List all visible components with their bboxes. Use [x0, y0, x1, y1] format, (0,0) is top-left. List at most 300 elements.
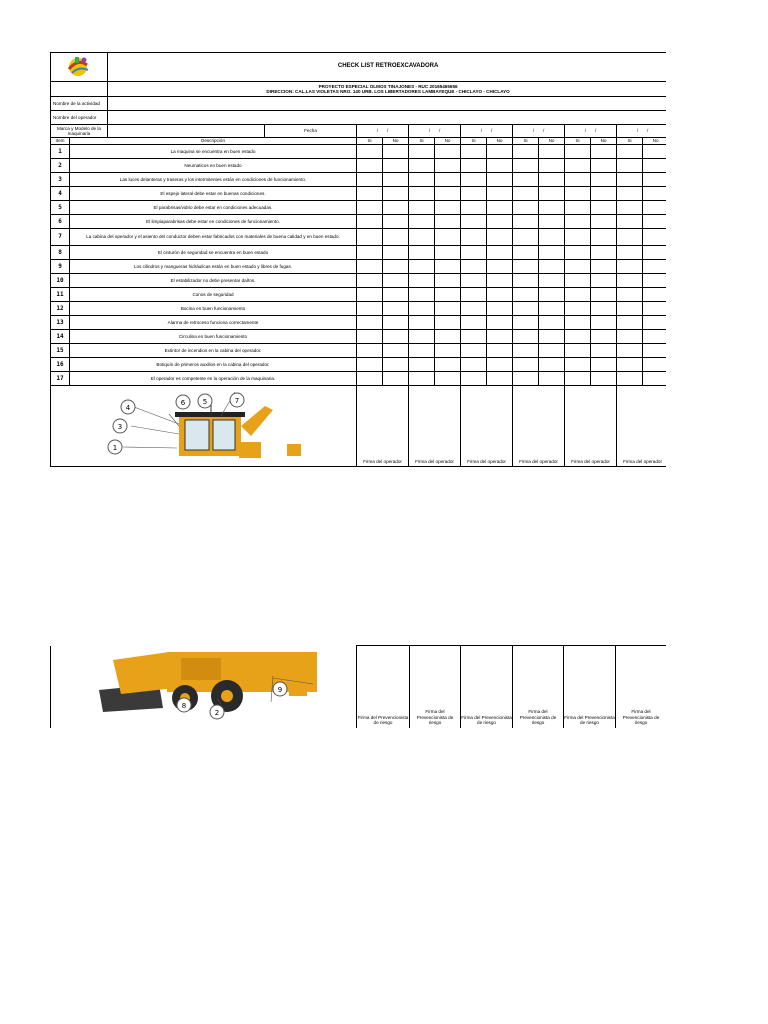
checklist-row — [51, 246, 667, 260]
no-checkbox-cell[interactable] — [643, 145, 667, 159]
si-checkbox-cell[interactable] — [617, 274, 643, 288]
no-checkbox-cell[interactable] — [539, 145, 565, 159]
checklist-items — [51, 145, 667, 386]
si-checkbox-cell[interactable] — [565, 316, 591, 330]
item-number: 16 — [51, 358, 70, 372]
item-description: Alarma de retroceso funciona correctamente — [70, 316, 357, 330]
no-checkbox-cell[interactable] — [383, 159, 409, 173]
no-checkbox-cell[interactable] — [487, 159, 513, 173]
no-checkbox-cell[interactable] — [591, 316, 617, 330]
no-checkbox-cell[interactable] — [539, 159, 565, 173]
si-checkbox-cell[interactable] — [565, 302, 591, 316]
si-checkbox-cell[interactable] — [461, 246, 487, 260]
no-checkbox-cell[interactable] — [539, 274, 565, 288]
operator-signature-3[interactable]: Firma del operador — [461, 386, 513, 467]
no-checkbox-cell[interactable] — [383, 302, 409, 316]
item-description: El espejo lateral debe estar en buenas condiciones. — [70, 187, 357, 201]
item-description: La maquina se encuentra en buen estado — [70, 145, 357, 159]
operator-signature-6[interactable]: Firma del operador — [617, 386, 667, 467]
si-checkbox-cell[interactable] — [617, 215, 643, 229]
no-checkbox-cell[interactable] — [591, 274, 617, 288]
no-checkbox-cell[interactable] — [643, 260, 667, 274]
item-description: El estabilizador no debe presentar daños. — [70, 274, 357, 288]
no-checkbox-cell[interactable] — [435, 358, 461, 372]
no-checkbox-cell[interactable] — [383, 372, 409, 386]
no-checkbox-cell[interactable] — [487, 173, 513, 187]
si-checkbox-cell[interactable] — [461, 187, 487, 201]
no-checkbox-cell[interactable] — [643, 316, 667, 330]
item-number: 2 — [51, 159, 70, 173]
no-checkbox-cell[interactable] — [487, 302, 513, 316]
no-checkbox-cell[interactable] — [435, 187, 461, 201]
si-checkbox-cell[interactable] — [357, 344, 383, 358]
si-checkbox-cell[interactable] — [461, 302, 487, 316]
checklist-row — [51, 145, 667, 159]
no-checkbox-cell[interactable] — [643, 330, 667, 344]
si-checkbox-cell[interactable] — [513, 358, 539, 372]
no-checkbox-cell[interactable] — [487, 274, 513, 288]
si-checkbox-cell[interactable] — [565, 229, 591, 246]
si-checkbox-cell[interactable] — [461, 316, 487, 330]
checklist-row — [51, 159, 667, 173]
no-checkbox-cell[interactable] — [591, 288, 617, 302]
checklist-row — [51, 372, 667, 386]
no-checkbox-cell[interactable] — [435, 344, 461, 358]
si-checkbox-cell[interactable] — [513, 187, 539, 201]
si-checkbox-cell[interactable] — [357, 229, 383, 246]
item-number: 8 — [51, 246, 70, 260]
si-checkbox-cell[interactable] — [513, 302, 539, 316]
item-number: 13 — [51, 316, 70, 330]
item-description: Conos de seguridad — [70, 288, 357, 302]
si-checkbox-cell[interactable] — [565, 173, 591, 187]
no-checkbox-cell[interactable] — [487, 187, 513, 201]
no-checkbox-cell[interactable] — [383, 145, 409, 159]
item-number: 10 — [51, 274, 70, 288]
checklist-row — [51, 201, 667, 215]
si-checkbox-cell[interactable] — [461, 201, 487, 215]
no-checkbox-cell[interactable] — [487, 344, 513, 358]
si-header: Si — [357, 138, 383, 145]
no-checkbox-cell[interactable] — [539, 229, 565, 246]
no-checkbox-cell[interactable] — [435, 302, 461, 316]
diagram-label-4: 4 — [125, 404, 131, 412]
si-checkbox-cell[interactable] — [513, 246, 539, 260]
no-checkbox-cell[interactable] — [383, 229, 409, 246]
si-checkbox-cell[interactable] — [357, 159, 383, 173]
date-label: Fecha — [265, 125, 357, 138]
no-checkbox-cell[interactable] — [539, 215, 565, 229]
no-checkbox-cell[interactable] — [539, 201, 565, 215]
si-checkbox-cell[interactable] — [617, 260, 643, 274]
operator-signature-4[interactable]: Firma del operador — [513, 386, 565, 467]
no-checkbox-cell[interactable] — [539, 173, 565, 187]
date-field-4[interactable]: / / — [513, 125, 565, 138]
no-header: No — [383, 138, 409, 145]
si-checkbox-cell[interactable] — [409, 302, 435, 316]
si-checkbox-cell[interactable] — [461, 260, 487, 274]
no-checkbox-cell[interactable] — [643, 187, 667, 201]
no-checkbox-cell[interactable] — [487, 316, 513, 330]
no-checkbox-cell[interactable] — [487, 229, 513, 246]
item-description: Extintor de incendios en la cabina del operador. — [70, 344, 357, 358]
brand-model-field[interactable] — [108, 125, 265, 138]
item-description: Circulina en buen funcionamiento — [70, 330, 357, 344]
si-checkbox-cell[interactable] — [409, 145, 435, 159]
si-checkbox-cell[interactable] — [513, 215, 539, 229]
no-checkbox-cell[interactable] — [539, 358, 565, 372]
si-checkbox-cell[interactable] — [565, 330, 591, 344]
no-checkbox-cell[interactable] — [435, 288, 461, 302]
no-checkbox-cell[interactable] — [591, 187, 617, 201]
si-checkbox-cell[interactable] — [513, 288, 539, 302]
item-description: Las luces delanteras y traseras y los intermitentes están en condiciones de funcionamiento. — [70, 173, 357, 187]
no-checkbox-cell[interactable] — [539, 246, 565, 260]
prevention-signature-6[interactable]: Firma del Prevencionista de riesgo — [616, 646, 667, 729]
operator-signature-5[interactable]: Firma del operador — [565, 386, 617, 467]
si-checkbox-cell[interactable] — [617, 330, 643, 344]
si-checkbox-cell[interactable] — [409, 201, 435, 215]
no-checkbox-cell[interactable] — [487, 246, 513, 260]
si-checkbox-cell[interactable] — [617, 372, 643, 386]
machine-diagram-bottom — [51, 646, 357, 729]
no-checkbox-cell[interactable] — [591, 215, 617, 229]
si-checkbox-cell[interactable] — [513, 372, 539, 386]
si-checkbox-cell[interactable] — [617, 246, 643, 260]
no-checkbox-cell[interactable] — [591, 358, 617, 372]
document-title: CHECK LIST RETROEXCAVADORA — [108, 53, 667, 82]
machine-diagram-top — [51, 386, 357, 467]
date-field-5[interactable]: / / — [565, 125, 617, 138]
activity-label: Nombre de la actividad — [51, 97, 108, 111]
no-checkbox-cell[interactable] — [487, 358, 513, 372]
no-checkbox-cell[interactable] — [643, 372, 667, 386]
si-checkbox-cell[interactable] — [513, 274, 539, 288]
no-checkbox-cell[interactable] — [591, 260, 617, 274]
si-checkbox-cell[interactable] — [409, 274, 435, 288]
si-checkbox-cell[interactable] — [409, 372, 435, 386]
prevention-signature-4[interactable]: Firma del Prevencionista de riesgo — [513, 646, 564, 729]
no-checkbox-cell[interactable] — [487, 330, 513, 344]
no-checkbox-cell[interactable] — [643, 229, 667, 246]
no-checkbox-cell[interactable] — [487, 201, 513, 215]
no-checkbox-cell[interactable] — [539, 288, 565, 302]
checklist-row — [51, 288, 667, 302]
item-description: El cinturón de seguridad se encuentra en buen estado — [70, 246, 357, 260]
checklist-row — [51, 215, 667, 229]
si-checkbox-cell[interactable] — [565, 288, 591, 302]
si-header: Si — [409, 138, 435, 145]
si-checkbox-cell[interactable] — [617, 344, 643, 358]
date-field-6[interactable]: / / — [617, 125, 667, 138]
no-checkbox-cell[interactable] — [539, 372, 565, 386]
si-checkbox-cell[interactable] — [617, 288, 643, 302]
si-checkbox-cell[interactable] — [617, 316, 643, 330]
si-checkbox-cell[interactable] — [617, 145, 643, 159]
operator-field[interactable] — [108, 111, 667, 125]
prevention-signature-1[interactable]: Firma del Prevencionista de riesgo — [357, 646, 410, 729]
no-checkbox-cell[interactable] — [435, 316, 461, 330]
si-checkbox-cell[interactable] — [461, 344, 487, 358]
si-checkbox-cell[interactable] — [513, 145, 539, 159]
si-checkbox-cell[interactable] — [617, 358, 643, 372]
no-header: No — [643, 138, 667, 145]
si-checkbox-cell[interactable] — [617, 201, 643, 215]
no-checkbox-cell[interactable] — [435, 173, 461, 187]
no-checkbox-cell[interactable] — [591, 145, 617, 159]
no-header: No — [539, 138, 565, 145]
no-checkbox-cell[interactable] — [539, 316, 565, 330]
si-checkbox-cell[interactable] — [461, 215, 487, 229]
prevention-signature-5[interactable]: Firma del Prevencionista de riesgo — [564, 646, 616, 729]
no-checkbox-cell[interactable] — [487, 372, 513, 386]
diagram-label-9: 9 — [277, 685, 283, 694]
no-checkbox-cell[interactable] — [383, 344, 409, 358]
checklist-table — [50, 52, 666, 467]
no-checkbox-cell[interactable] — [487, 215, 513, 229]
si-checkbox-cell[interactable] — [461, 330, 487, 344]
si-checkbox-cell[interactable] — [461, 229, 487, 246]
operator-signature-1[interactable]: Firma del operador — [357, 386, 409, 467]
si-checkbox-cell[interactable] — [357, 145, 383, 159]
no-checkbox-cell[interactable] — [643, 215, 667, 229]
diagram-label-6: 6 — [180, 399, 186, 407]
date-field-1[interactable]: / / — [357, 125, 409, 138]
si-checkbox-cell[interactable] — [565, 246, 591, 260]
si-checkbox-cell[interactable] — [565, 260, 591, 274]
si-checkbox-cell[interactable] — [357, 246, 383, 260]
no-checkbox-cell[interactable] — [383, 288, 409, 302]
brand-model-label: Marca y Modelo de la maquinaria — [51, 125, 108, 138]
no-checkbox-cell[interactable] — [435, 159, 461, 173]
item-description: Bocina en buen funcionamiento — [70, 302, 357, 316]
no-checkbox-cell[interactable] — [435, 215, 461, 229]
checklist-row — [51, 330, 667, 344]
checklist-row — [51, 187, 667, 201]
diagram-label-3: 3 — [117, 423, 123, 431]
checklist-row — [51, 358, 667, 372]
si-checkbox-cell[interactable] — [461, 145, 487, 159]
signature-table — [50, 645, 666, 728]
no-checkbox-cell[interactable] — [643, 159, 667, 173]
description-header: Descripción — [70, 138, 357, 145]
checklist-sheet-bottom — [50, 645, 666, 728]
item-number: 1 — [51, 145, 70, 159]
no-checkbox-cell[interactable] — [591, 229, 617, 246]
no-checkbox-cell[interactable] — [383, 173, 409, 187]
si-checkbox-cell[interactable] — [357, 330, 383, 344]
si-checkbox-cell[interactable] — [357, 173, 383, 187]
si-checkbox-cell[interactable] — [461, 372, 487, 386]
no-checkbox-cell[interactable] — [539, 302, 565, 316]
no-checkbox-cell[interactable] — [591, 201, 617, 215]
si-checkbox-cell[interactable] — [357, 358, 383, 372]
no-checkbox-cell[interactable] — [435, 330, 461, 344]
no-checkbox-cell[interactable] — [435, 246, 461, 260]
si-checkbox-cell[interactable] — [461, 173, 487, 187]
si-checkbox-cell[interactable] — [409, 330, 435, 344]
si-checkbox-cell[interactable] — [565, 215, 591, 229]
diagram-label-8: 8 — [181, 701, 187, 710]
no-checkbox-cell[interactable] — [383, 316, 409, 330]
si-checkbox-cell[interactable] — [409, 215, 435, 229]
si-checkbox-cell[interactable] — [357, 288, 383, 302]
si-checkbox-cell[interactable] — [513, 201, 539, 215]
si-checkbox-cell[interactable] — [357, 187, 383, 201]
checklist-row — [51, 229, 667, 246]
no-checkbox-cell[interactable] — [591, 159, 617, 173]
no-checkbox-cell[interactable] — [435, 229, 461, 246]
no-checkbox-cell[interactable] — [383, 330, 409, 344]
si-checkbox-cell[interactable] — [409, 316, 435, 330]
si-checkbox-cell[interactable] — [409, 344, 435, 358]
si-checkbox-cell[interactable] — [357, 274, 383, 288]
no-checkbox-cell[interactable] — [539, 330, 565, 344]
no-checkbox-cell[interactable] — [643, 201, 667, 215]
si-checkbox-cell[interactable] — [513, 173, 539, 187]
no-checkbox-cell[interactable] — [539, 260, 565, 274]
address-line: DIRECCION: CAL.LAS VIOLETAS NRO. 140 URB. LOS LIBERTADORES LAMBAYEQUE - CHICLAYO - CHICLAYO — [266, 89, 510, 94]
si-checkbox-cell[interactable] — [565, 344, 591, 358]
no-checkbox-cell[interactable] — [643, 288, 667, 302]
no-checkbox-cell[interactable] — [383, 358, 409, 372]
no-checkbox-cell[interactable] — [591, 173, 617, 187]
si-checkbox-cell[interactable] — [409, 187, 435, 201]
item-number: 7 — [51, 229, 70, 246]
no-checkbox-cell[interactable] — [591, 246, 617, 260]
si-checkbox-cell[interactable] — [409, 358, 435, 372]
si-checkbox-cell[interactable] — [565, 145, 591, 159]
no-checkbox-cell[interactable] — [591, 344, 617, 358]
no-checkbox-cell[interactable] — [643, 358, 667, 372]
no-checkbox-cell[interactable] — [643, 274, 667, 288]
no-checkbox-cell[interactable] — [383, 215, 409, 229]
si-checkbox-cell[interactable] — [409, 159, 435, 173]
checklist-row — [51, 173, 667, 187]
si-checkbox-cell[interactable] — [409, 229, 435, 246]
no-checkbox-cell[interactable] — [591, 302, 617, 316]
item-number: 11 — [51, 288, 70, 302]
item-number: 12 — [51, 302, 70, 316]
si-checkbox-cell[interactable] — [513, 316, 539, 330]
si-checkbox-cell[interactable] — [565, 372, 591, 386]
si-checkbox-cell[interactable] — [565, 201, 591, 215]
no-checkbox-cell[interactable] — [435, 145, 461, 159]
si-checkbox-cell[interactable] — [461, 274, 487, 288]
no-checkbox-cell[interactable] — [487, 260, 513, 274]
no-checkbox-cell[interactable] — [539, 187, 565, 201]
checklist-row — [51, 302, 667, 316]
no-checkbox-cell[interactable] — [643, 302, 667, 316]
si-checkbox-cell[interactable] — [357, 201, 383, 215]
si-checkbox-cell[interactable] — [565, 274, 591, 288]
no-checkbox-cell[interactable] — [383, 260, 409, 274]
si-checkbox-cell[interactable] — [513, 330, 539, 344]
si-checkbox-cell[interactable] — [617, 159, 643, 173]
no-checkbox-cell[interactable] — [383, 274, 409, 288]
date-field-2[interactable]: / / — [409, 125, 461, 138]
item-number: 5 — [51, 201, 70, 215]
item-description: El parabrisas/vidrio debe estar en condiciones adecuadas. — [70, 201, 357, 215]
item-description: La cabina del operador y el asiento del conductor deben estar fabricados con materiales de buena calidad y en buen estado. — [70, 229, 357, 246]
si-checkbox-cell[interactable] — [357, 215, 383, 229]
no-checkbox-cell[interactable] — [383, 246, 409, 260]
si-checkbox-cell[interactable] — [513, 229, 539, 246]
si-checkbox-cell[interactable] — [513, 159, 539, 173]
si-checkbox-cell[interactable] — [409, 260, 435, 274]
si-checkbox-cell[interactable] — [461, 288, 487, 302]
checklist-row — [51, 344, 667, 358]
si-checkbox-cell[interactable] — [461, 358, 487, 372]
no-header: No — [591, 138, 617, 145]
no-checkbox-cell[interactable] — [591, 330, 617, 344]
si-checkbox-cell[interactable] — [565, 358, 591, 372]
item-number: 9 — [51, 260, 70, 274]
no-checkbox-cell[interactable] — [643, 246, 667, 260]
no-checkbox-cell[interactable] — [383, 187, 409, 201]
no-checkbox-cell[interactable] — [539, 344, 565, 358]
si-checkbox-cell[interactable] — [357, 260, 383, 274]
project-line: PROYECTO ESPECIAL OLMOS TINAJONES - RUC 20165465656 — [318, 83, 458, 89]
item-description: El operador es competente en la operación de la maquinaria. — [70, 372, 357, 386]
no-checkbox-cell[interactable] — [643, 344, 667, 358]
si-checkbox-cell[interactable] — [461, 159, 487, 173]
no-checkbox-cell[interactable] — [435, 372, 461, 386]
checklist-sheet-top — [50, 52, 666, 467]
si-checkbox-cell[interactable] — [565, 159, 591, 173]
no-checkbox-cell[interactable] — [487, 145, 513, 159]
no-checkbox-cell[interactable] — [435, 201, 461, 215]
si-checkbox-cell[interactable] — [565, 187, 591, 201]
checklist-row — [51, 274, 667, 288]
date-field-3[interactable]: / / — [461, 125, 513, 138]
item-description: El limpiaparabrisas debe estar en condiciones de funcionamiento. — [70, 215, 357, 229]
si-checkbox-cell[interactable] — [357, 372, 383, 386]
item-description: Los cilindros y mangueras hidráulicas están en buen estado y libres de fugas. — [70, 260, 357, 274]
no-checkbox-cell[interactable] — [435, 260, 461, 274]
item-number: 15 — [51, 344, 70, 358]
diagram-label-7: 7 — [234, 397, 240, 405]
backhoe-bottom-illustration — [51, 646, 357, 728]
no-checkbox-cell[interactable] — [383, 201, 409, 215]
no-checkbox-cell[interactable] — [435, 274, 461, 288]
backhoe-top-illustration — [51, 386, 357, 466]
checklist-row — [51, 260, 667, 274]
si-checkbox-cell[interactable] — [617, 302, 643, 316]
no-header: No — [487, 138, 513, 145]
no-checkbox-cell[interactable] — [487, 288, 513, 302]
activity-field[interactable] — [108, 97, 667, 111]
si-checkbox-cell[interactable] — [409, 173, 435, 187]
si-checkbox-cell[interactable] — [513, 344, 539, 358]
operator-signature-2[interactable]: Firma del operador — [409, 386, 461, 467]
no-checkbox-cell[interactable] — [643, 173, 667, 187]
si-checkbox-cell[interactable] — [409, 288, 435, 302]
si-checkbox-cell[interactable] — [357, 316, 383, 330]
item-number: 14 — [51, 330, 70, 344]
si-checkbox-cell[interactable] — [357, 302, 383, 316]
checklist-row — [51, 316, 667, 330]
no-checkbox-cell[interactable] — [591, 372, 617, 386]
si-checkbox-cell[interactable] — [513, 260, 539, 274]
item-description: Botiquín de primeros auxilios en la cabina del operador. — [70, 358, 357, 372]
si-checkbox-cell[interactable] — [617, 229, 643, 246]
si-checkbox-cell[interactable] — [409, 246, 435, 260]
si-checkbox-cell[interactable] — [617, 187, 643, 201]
si-checkbox-cell[interactable] — [617, 173, 643, 187]
prevention-signature-3[interactable]: Firma del Prevencionista de riesgo — [461, 646, 513, 729]
prevention-signature-2[interactable]: Firma del Prevencionista de riesgo — [410, 646, 461, 729]
